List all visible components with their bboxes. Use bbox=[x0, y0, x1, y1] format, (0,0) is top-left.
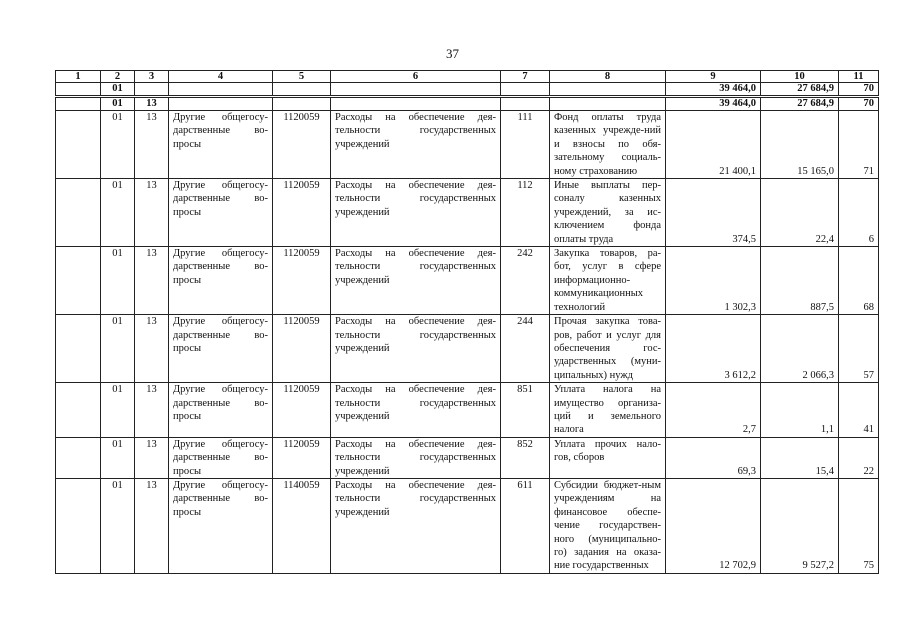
percent: 71 bbox=[839, 111, 879, 179]
table-row bbox=[56, 437, 879, 478]
section-name: Другие общегосу-дарственные во-просы bbox=[169, 437, 273, 478]
cell bbox=[169, 83, 273, 97]
target-article-code: 1120059 bbox=[273, 111, 331, 179]
subsection-code: 13 bbox=[135, 478, 169, 573]
cell bbox=[56, 437, 101, 478]
actual-amount: 27 684,9 bbox=[761, 97, 839, 111]
header-cell: 6 bbox=[331, 71, 501, 83]
cell bbox=[331, 83, 501, 97]
expense-type-code: 112 bbox=[501, 179, 550, 247]
cell bbox=[550, 83, 666, 97]
subsection-code: 13 bbox=[135, 97, 169, 111]
header-cell: 4 bbox=[169, 71, 273, 83]
target-article-name: Расходы на обеспечение дея-тельности государственных учреждений bbox=[331, 437, 501, 478]
table-row bbox=[56, 383, 879, 438]
target-article-code: 1140059 bbox=[273, 478, 331, 573]
header-cell: 9 bbox=[666, 71, 761, 83]
cell bbox=[56, 383, 101, 438]
subsection-code: 13 bbox=[135, 179, 169, 247]
target-article-code: 1120059 bbox=[273, 179, 331, 247]
expense-type-code: 242 bbox=[501, 247, 550, 315]
planned-amount: 69,3 bbox=[666, 437, 761, 478]
expense-type-name: Закупка товаров, ра-бот, услуг в сфере информационно-коммуникационных технологий bbox=[550, 247, 666, 315]
cell bbox=[273, 83, 331, 97]
expense-type-name: Прочая закупка това-ров, работ и услуг для обеспечения гос-ударственных (муни-ципальных) нужд bbox=[550, 315, 666, 383]
section-code: 01 bbox=[101, 83, 135, 97]
table-row bbox=[56, 247, 879, 315]
header-cell: 10 bbox=[761, 71, 839, 83]
subsection-code bbox=[135, 83, 169, 97]
target-article-code: 1120059 bbox=[273, 247, 331, 315]
expense-type-name: Уплата налога на имущество организа-ций и земельного налога bbox=[550, 383, 666, 438]
section-code: 01 bbox=[101, 111, 135, 179]
actual-amount: 15,4 bbox=[761, 437, 839, 478]
actual-amount: 9 527,2 bbox=[761, 478, 839, 573]
table-header-row bbox=[56, 71, 879, 83]
planned-amount: 39 464,0 bbox=[666, 97, 761, 111]
planned-amount: 1 302,3 bbox=[666, 247, 761, 315]
table-row bbox=[56, 478, 879, 573]
table-row bbox=[56, 315, 879, 383]
section-name: Другие общегосу-дарственные во-просы bbox=[169, 179, 273, 247]
cell bbox=[331, 97, 501, 111]
cell bbox=[56, 83, 101, 97]
header-cell: 1 bbox=[56, 71, 101, 83]
planned-amount: 21 400,1 bbox=[666, 111, 761, 179]
header-cell: 8 bbox=[550, 71, 666, 83]
subsection-code: 13 bbox=[135, 111, 169, 179]
cell bbox=[56, 315, 101, 383]
subsection-code: 13 bbox=[135, 247, 169, 315]
cell bbox=[56, 179, 101, 247]
expense-type-code: 852 bbox=[501, 437, 550, 478]
percent: 57 bbox=[839, 315, 879, 383]
target-article-code: 1120059 bbox=[273, 437, 331, 478]
percent: 22 bbox=[839, 437, 879, 478]
actual-amount: 15 165,0 bbox=[761, 111, 839, 179]
planned-amount: 374,5 bbox=[666, 179, 761, 247]
expense-type-code: 111 bbox=[501, 111, 550, 179]
section-name: Другие общегосу-дарственные во-просы bbox=[169, 383, 273, 438]
cell bbox=[501, 83, 550, 97]
cell bbox=[56, 478, 101, 573]
cell bbox=[56, 247, 101, 315]
target-article-name: Расходы на обеспечение дея-тельности государственных учреждений bbox=[331, 478, 501, 573]
planned-amount: 3 612,2 bbox=[666, 315, 761, 383]
target-article-code: 1120059 bbox=[273, 383, 331, 438]
cell bbox=[501, 97, 550, 111]
section-name: Другие общегосу-дарственные во-просы bbox=[169, 315, 273, 383]
section-name: Другие общегосу-дарственные во-просы bbox=[169, 247, 273, 315]
target-article-name: Расходы на обеспечение дея-тельности государственных учреждений bbox=[331, 315, 501, 383]
percent: 70 bbox=[839, 97, 879, 111]
actual-amount: 27 684,9 bbox=[761, 83, 839, 97]
expense-type-code: 851 bbox=[501, 383, 550, 438]
header-cell: 3 bbox=[135, 71, 169, 83]
percent: 75 bbox=[839, 478, 879, 573]
section-code: 01 bbox=[101, 315, 135, 383]
expense-type-name: Субсидии бюджет-ным учреждениям на финансовое обеспе-чение государствен-ного (муниципально-го) задания на оказа-ние государственных bbox=[550, 478, 666, 573]
target-article-name: Расходы на обеспечение дея-тельности государственных учреждений bbox=[331, 179, 501, 247]
actual-amount: 2 066,3 bbox=[761, 315, 839, 383]
expense-type-name: Уплата прочих нало-гов, сборов bbox=[550, 437, 666, 478]
header-cell: 2 bbox=[101, 71, 135, 83]
percent: 41 bbox=[839, 383, 879, 438]
actual-amount: 887,5 bbox=[761, 247, 839, 315]
actual-amount: 1,1 bbox=[761, 383, 839, 438]
percent: 6 bbox=[839, 179, 879, 247]
header-cell: 5 bbox=[273, 71, 331, 83]
expense-type-code: 611 bbox=[501, 478, 550, 573]
planned-amount: 12 702,9 bbox=[666, 478, 761, 573]
target-article-code: 1120059 bbox=[273, 315, 331, 383]
cell bbox=[273, 97, 331, 111]
planned-amount: 39 464,0 bbox=[666, 83, 761, 97]
summary-row bbox=[56, 83, 879, 97]
percent: 70 bbox=[839, 83, 879, 97]
cell bbox=[169, 97, 273, 111]
section-name: Другие общегосу-дарственные во-просы bbox=[169, 111, 273, 179]
expense-type-name: Фонд оплаты труда казенных учрежде-ний и взносы по обя-зательному социаль-ному страхованию bbox=[550, 111, 666, 179]
expense-type-code: 244 bbox=[501, 315, 550, 383]
subsection-code: 13 bbox=[135, 437, 169, 478]
target-article-name: Расходы на обеспечение дея-тельности государственных учреждений bbox=[331, 383, 501, 438]
cell bbox=[550, 97, 666, 111]
subsection-code: 13 bbox=[135, 315, 169, 383]
summary-row bbox=[56, 97, 879, 111]
table-row bbox=[56, 111, 879, 179]
expense-type-name: Иные выплаты пер-соналу казенных учреждений, за ис-ключением фонда оплаты труда bbox=[550, 179, 666, 247]
section-code: 01 bbox=[101, 437, 135, 478]
header-cell: 7 bbox=[501, 71, 550, 83]
cell bbox=[56, 111, 101, 179]
budget-table bbox=[55, 70, 879, 574]
section-code: 01 bbox=[101, 383, 135, 438]
header-cell: 11 bbox=[839, 71, 879, 83]
actual-amount: 22,4 bbox=[761, 179, 839, 247]
target-article-name: Расходы на обеспечение дея-тельности государственных учреждений bbox=[331, 247, 501, 315]
section-code: 01 bbox=[101, 97, 135, 111]
section-code: 01 bbox=[101, 478, 135, 573]
table-row bbox=[56, 179, 879, 247]
section-code: 01 bbox=[101, 247, 135, 315]
planned-amount: 2,7 bbox=[666, 383, 761, 438]
section-code: 01 bbox=[101, 179, 135, 247]
percent: 68 bbox=[839, 247, 879, 315]
cell bbox=[56, 97, 101, 111]
page-number: 37 bbox=[446, 46, 459, 61]
target-article-name: Расходы на обеспечение дея-тельности государственных учреждений bbox=[331, 111, 501, 179]
subsection-code: 13 bbox=[135, 383, 169, 438]
section-name: Другие общегосу-дарственные во-просы bbox=[169, 478, 273, 573]
